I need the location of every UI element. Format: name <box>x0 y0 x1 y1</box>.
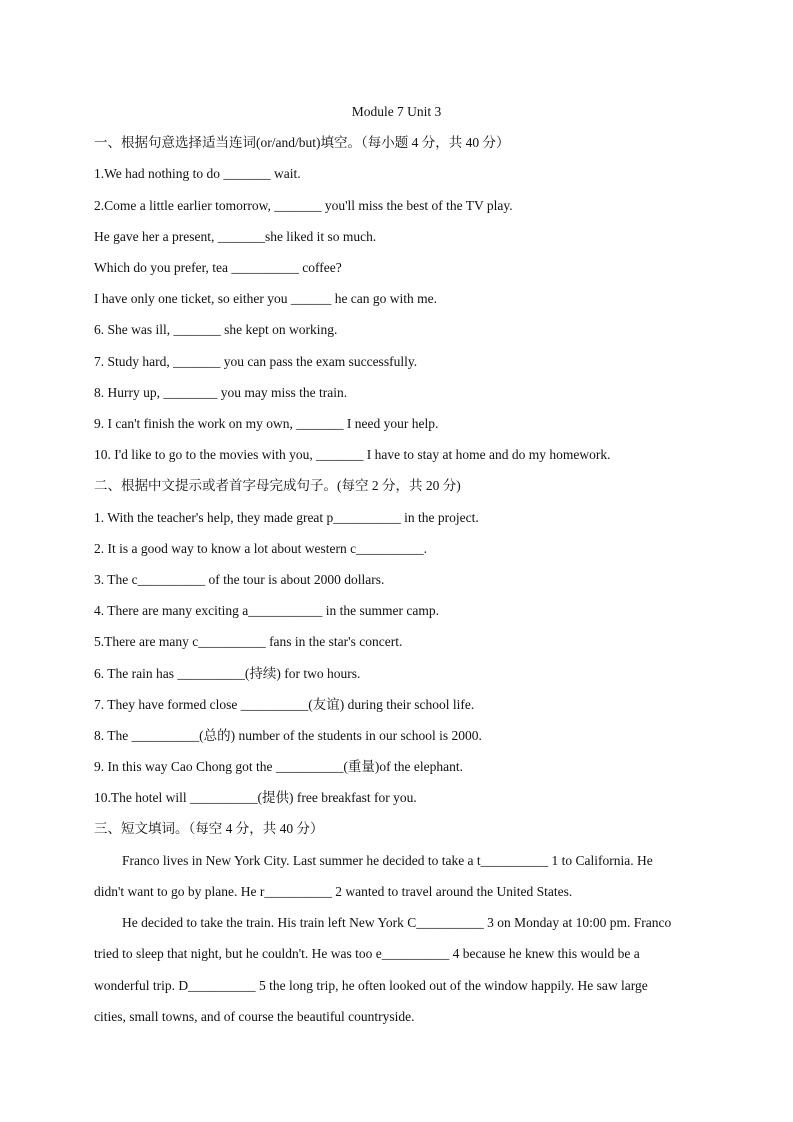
section1-item: Which do you prefer, tea __________ coffee? <box>94 260 342 275</box>
passage-line: wonderful trip. D__________ 5 the long trip, he often looked out of the window happily. He saw large <box>94 978 648 993</box>
section2-item: 6. The rain has __________(持续) for two hours. <box>94 666 361 681</box>
section3-heading: 三、短文填词。（每空 4 分，共 40 分） <box>94 821 324 836</box>
passage-line: cities, small towns, and of course the beautiful countryside. <box>94 1009 415 1024</box>
passage-line: Franco lives in New York City. Last summer he decided to take a t__________ 1 to California. He <box>122 853 653 868</box>
passage-line: didn't want to go by plane. He r__________ 2 wanted to travel around the United States. <box>94 884 573 899</box>
section2-item: 2. It is a good way to know a lot about western c__________. <box>94 541 427 556</box>
section1-item: 6. She was ill, _______ she kept on working. <box>94 322 338 337</box>
section2-item: 5.There are many c__________ fans in the star's concert. <box>94 634 403 649</box>
section1-item: 2.Come a little earlier tomorrow, _______ you'll miss the best of the TV play. <box>94 198 513 213</box>
section1-item: He gave her a present, _______she liked it so much. <box>94 229 377 244</box>
section2-item: 1. With the teacher's help, they made great p__________ in the project. <box>94 510 479 525</box>
section2-item: 9. In this way Cao Chong got the __________(重量)of the elephant. <box>94 759 463 774</box>
passage-line: He decided to take the train. His train left New York C__________ 3 on Monday at 10:00 pm. Franco <box>122 915 672 930</box>
section1-item: 9. I can't finish the work on my own, _______ I need your help. <box>94 416 439 431</box>
section2-heading: 二、根据中文提示或者首字母完成句子。(每空 2 分，共 20 分) <box>94 478 461 493</box>
section2-item: 10.The hotel will __________(提供) free breakfast for you. <box>94 790 417 805</box>
section1-item: I have only one ticket, so either you ______ he can go with me. <box>94 291 438 306</box>
passage-line: tried to sleep that night, but he couldn't. He was too e__________ 4 because he knew this would be a <box>94 946 640 961</box>
section1-item: 1.We had nothing to do _______ wait. <box>94 166 301 181</box>
section2-item: 7. They have formed close __________(友谊) during their school life. <box>94 697 475 712</box>
section2-item: 3. The c__________ of the tour is about 2000 dollars. <box>94 572 385 587</box>
section1-item: 10. I'd like to go to the movies with you, _______ I have to stay at home and do my homework. <box>94 447 611 462</box>
section1-item: 7. Study hard, _______ you can pass the exam successfully. <box>94 354 418 369</box>
section2-item: 8. The __________(总的) number of the students in our school is 2000. <box>94 728 482 743</box>
section1-item: 8. Hurry up, ________ you may miss the train. <box>94 385 348 400</box>
section1-heading: 一、根据句意选择适当连词(or/and/but)填空。（每小题 4 分，共 40 分） <box>94 135 510 150</box>
page-title: Module 7 Unit 3 <box>351 104 442 119</box>
section2-item: 4. There are many exciting a___________ in the summer camp. <box>94 603 440 618</box>
